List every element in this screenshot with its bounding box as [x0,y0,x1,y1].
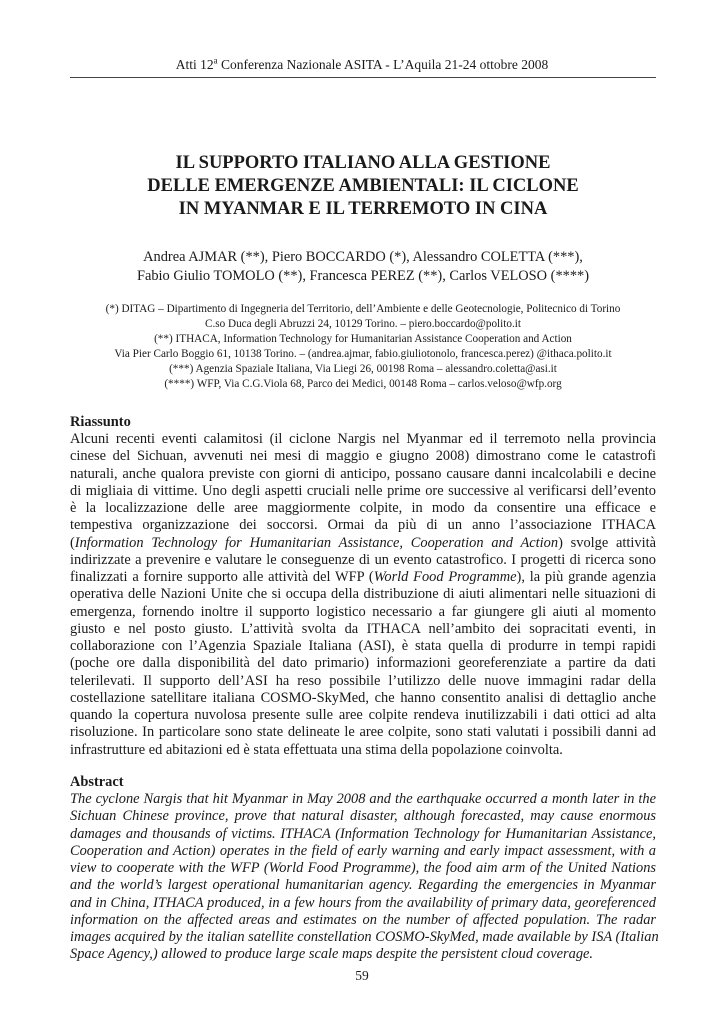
body-line: quando la copertura nuvolosa presente sulle aree colpite rendeva inutilizzabili i dati ottici ad alta [70,707,656,723]
line-text: ( [70,534,75,551]
body-line: Sichuan Chinese province, prove that natural disaster, although forecasted, may cause enormous [70,808,656,825]
affiliations [60,302,666,392]
running-header [0,55,724,73]
affiliation-line: (****) WFP, Via C.G.Viola 68, Parco dei Medici, 00148 Roma – carlos.veloso@wfp.org [164,378,562,390]
running-header-text: Atti 12$^a$ Conferenza Nazionale ASITA - L’Aquila 21-24 ottobre 2008 [175,55,549,72]
body-line: The cyclone Nargis that hit Myanmar in May 2008 and the earthquake occurred a month later in the [70,791,656,807]
affiliation-line: (*) DITAG – Dipartimento di Ingegneria del Territorio, dell’Ambiente e delle Geotecnologie, Politecnico di Torino [105,303,621,315]
body-line: telerilevati. Il supporto dell’ASI ha reso possibile l’utilizzo delle nuove immagini radar della [70,672,656,689]
body-line [70,569,656,586]
affiliation-line: (**) ITHACA, Information Technology for Humanitarian Assistance Cooperation and Action [154,333,572,345]
body-line: and the world’s largest operational humanitarian agency. Regarding the emergencies in Myanmar [70,877,656,894]
body-line: emergenza, fornendo inoltre il supporto logistico necessario a far giungere gli aiuti al momento [70,603,656,620]
header-rule [70,77,656,78]
body-line [70,535,656,552]
italic-term: Information Technology for Humanitarian Assistance, Cooperation and Action [74,534,559,551]
title-line: IN MYANMAR E IL TERREMOTO IN CINA [178,199,548,219]
body-line: Space Agency,) allowed to produce large scale maps despite the persistent cloud coverage. [70,946,593,963]
affiliation-line: (***) Agenzia Spaziale Italiana, Via Liegi 26, 00198 Roma – alessandro.coletta@asi.it [169,363,557,375]
body-line: collaborazione con l’Agenzia Spaziale Italiana (ASI), è stata quella di produrre in tempi rapidi [70,638,656,654]
body-line: images acquired by the italian satellite constellation COSMO-SkyMed, made available by ISA (Italian [70,929,659,945]
body-line: operativa delle Nazioni Unite che si occupa della distribuzione di aiuti alimentari nelle situazioni di [70,586,656,603]
body-line: information on the affected areas and estimates on the number of affected population. The radar [70,911,656,928]
paper-title [70,152,656,221]
body-line: and in China, ITHACA produced, in a few hours from the availability of primary data, georeferenced [70,894,656,911]
body-line: indirizzate a prevenire e valutare le conseguenze di un evento catastrofico. I progetti di ricerca sono [70,551,656,568]
body-line: (poche ore dalla disponibilità del dato primario) informazioni georeferenziate a partire da dati [70,655,656,672]
body-line: tempestiva organizzazione dei soccorsi. Ormai da più di un anno l’associazione ITHACA [70,517,656,534]
line-text: ) svolge attività [558,534,656,551]
body-line: risoluzione. In particolare sono state delineate le aree colpite, sono stati valutati i possibili danni ad [70,724,656,741]
abstract-heading: Abstract [70,774,124,790]
affiliation-line: C.so Duca degli Abruzzi 24, 10129 Torino. – piero.boccardo@polito.it [205,318,521,330]
affiliation-line: Via Pier Carlo Boggio 61, 10138 Torino. – (andrea.ajmar, fabio.giuliotonolo, francesca.perez) @ithaca.polito.it [114,348,612,360]
italic-term: World Food Programme [373,569,517,585]
title-line: DELLE EMERGENZE AMBIENTALI: IL CICLONE [147,176,579,196]
authors-line: Fabio Giulio TOMOLO (**), Francesca PEREZ (**), Carlos VELOSO (****) [136,268,590,284]
body-line: view to cooperate with the WFP (World Food Programme), the food aim arm of the United Nations [70,860,656,876]
title-line: IL SUPPORTO ITALIANO ALLA GESTIONE [175,153,551,173]
riassunto-heading: Riassunto [70,414,131,430]
body-line: giusto e nel posto giusto. L’attività svolta da ITHACA nell’ambito dei sopracitati eventi, in [70,620,656,637]
body-line: costellazione satellitare italiana COSMO-SkyMed, che hanno consentito analisi di dettaglio anche [70,689,656,706]
body-line: Cooperation and Action) operates in the field of early warning and early impact assessment, with a [70,842,656,859]
body-line: infrastrutture ed abitazioni ed è stata effettuata una stima della popolazione coinvolta. [70,741,563,758]
body-line: Alcuni recenti eventi calamitosi (il ciclone Nargis nel Myanmar ed il terremoto nella provincia [70,431,656,447]
body-line: naturali, anche qualora previste con giorni di anticipo, possano causare danni incalcolabili e decine [70,465,656,482]
authors-line: Andrea AJMAR (**), Piero BOCCARDO (*), Alessandro COLETTA (***), [143,249,583,265]
riassunto-body [70,431,656,759]
body-line: damages and thousands of victims. ITHACA (Information Technology for Humanitarian Assistance, [70,825,656,842]
author-list [70,248,656,286]
page-number: 59 [355,968,369,983]
body-line: cinese del Sichuan, avvenuti nei mesi di maggio e giugno 2008) dimostrano come le catastrofi [70,448,656,465]
body-line: di migliaia di vittime. Uno degli aspetti cruciali nelle prime ore successive al verificarsi dell’evento [70,482,656,499]
line-text: finalizzati a fornire supporto alle attività del WFP ( [70,569,374,585]
abstract-body [70,791,659,964]
line-text: ), la più grande agenzia [516,569,656,585]
body-line: è la localizzazione delle aree maggiormente colpite, in modo da consentire una efficace e [70,500,656,516]
